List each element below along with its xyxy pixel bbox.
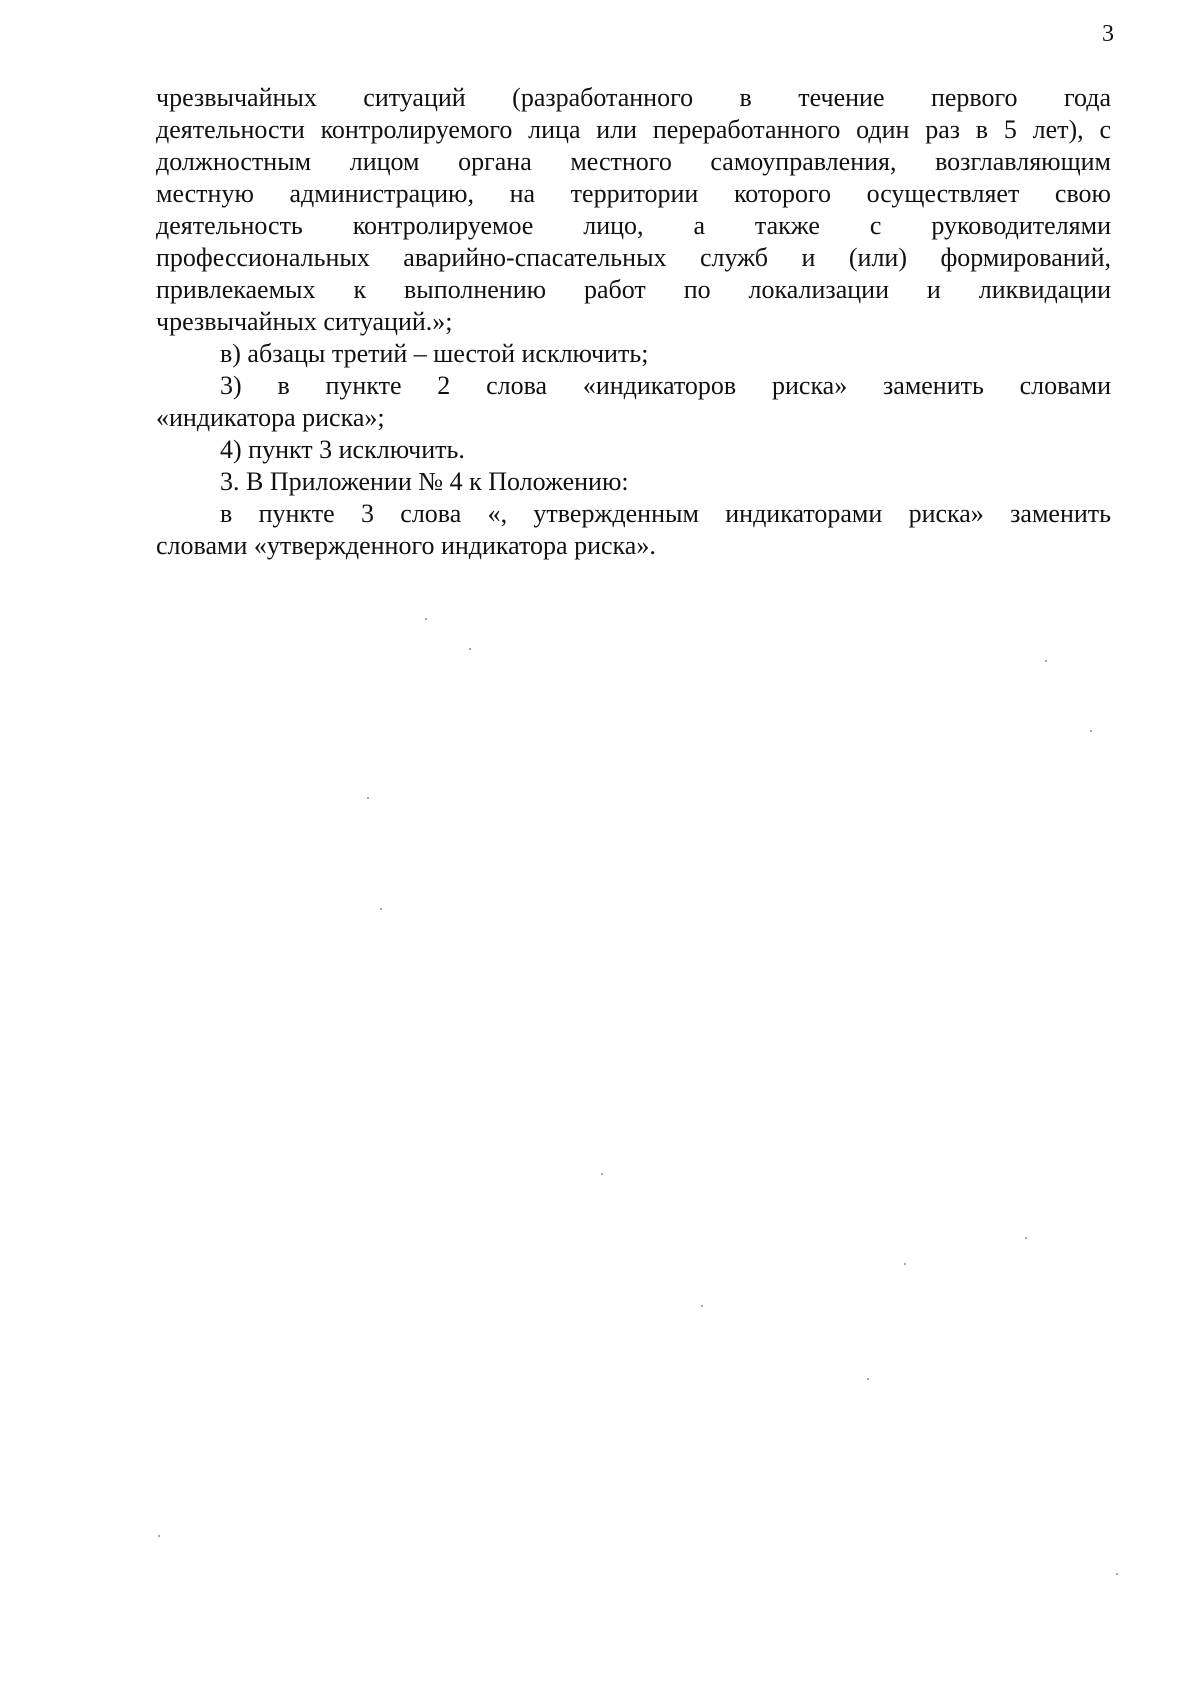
scan-speck xyxy=(425,618,427,620)
list-item-4: 4) пункт 3 исключить. xyxy=(220,435,465,464)
scan-speck xyxy=(904,1263,906,1265)
scan-speck xyxy=(701,1305,703,1307)
scan-speck xyxy=(1025,1237,1027,1239)
text-line: деятельности контролируемого лица или переработанного один раз в 5 лет), с xyxy=(156,115,1111,144)
text-line: должностным лицом органа местного самоуправления, возглавляющим xyxy=(156,147,1111,176)
text-line: чрезвычайных ситуаций.»; xyxy=(156,307,453,336)
scan-speck xyxy=(380,908,382,910)
text-line: в пункте 3 слова «, утвержденным индикаторами риска» заменить xyxy=(220,499,1111,528)
section-heading: 3. В Приложении № 4 к Положению: xyxy=(220,467,629,496)
text-line: чрезвычайных ситуаций (разработанного в течение первого года xyxy=(156,83,1111,112)
text-line: привлекаемых к выполнению работ по локализации и ликвидации xyxy=(156,275,1111,304)
text-line: деятельность контролируемое лицо, а также с руководителями xyxy=(156,211,1111,240)
scan-speck xyxy=(1045,660,1047,662)
scan-speck xyxy=(158,1535,160,1537)
section-paragraph xyxy=(156,498,1111,562)
scan-speck xyxy=(601,1173,603,1175)
text-line: словами «утвержденного индикатора риска». xyxy=(156,531,656,560)
text-line: 3) в пункте 2 слова «индикаторов риска» заменить словами xyxy=(220,371,1111,400)
text-line: местную администрацию, на территории которого осуществляет свою xyxy=(156,179,1111,208)
list-item-3 xyxy=(156,370,1111,434)
page-number: 3 xyxy=(1102,21,1114,47)
scan-speck xyxy=(867,1378,869,1380)
document-body xyxy=(156,82,1111,562)
scan-speck xyxy=(1116,1573,1118,1575)
list-item-v: в) абзацы третий – шестой исключить; xyxy=(220,339,649,368)
text-line: «индикатора риска»; xyxy=(156,403,385,432)
paragraph-continuation xyxy=(156,82,1111,338)
scan-speck xyxy=(367,797,369,799)
text-line: профессиональных аварийно-спасательных служб и (или) формирований, xyxy=(156,243,1111,272)
scan-speck xyxy=(469,648,471,650)
scan-speck xyxy=(1090,730,1092,732)
